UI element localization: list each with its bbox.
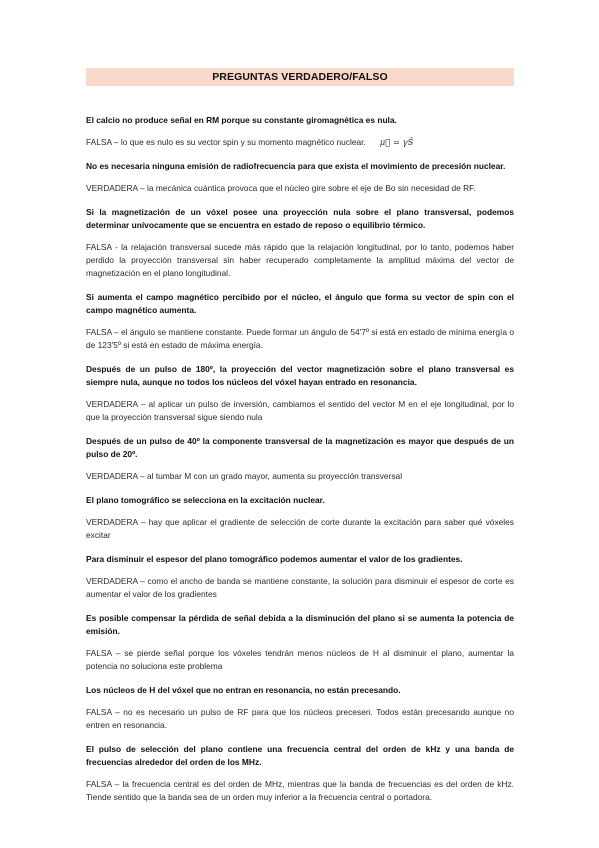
list-item bbox=[86, 435, 514, 483]
list-item bbox=[86, 206, 514, 280]
title-banner bbox=[86, 68, 514, 86]
question-text: Si aumenta el campo magnético percibido por el núcleo, el ángulo que forma su vector de spin con el campo magnético aumenta. bbox=[86, 292, 514, 315]
question-text: Después de un pulso de 180º, la proyección del vector magnetización sobre el plano transversal es siempre nula, aunque no todos los núcleos del vóxel hayan entrado en resonancia. bbox=[86, 364, 514, 387]
list-item bbox=[86, 160, 514, 195]
question-text: Si la magnetización de un vóxel posee una proyección nula sobre el plano transversal, podemos determinar unívocamente que se encuentra en estado de reposo o equilibrio térmico. bbox=[86, 207, 514, 230]
list-item bbox=[86, 553, 514, 601]
document-page bbox=[86, 68, 514, 815]
magnetic-moment-formula: μ⃗ = γŜ bbox=[379, 137, 414, 147]
answer-text: FALSA - la relajación transversal sucede más rápido que la relajación longitudinal, por lo tanto, podemos haber perdido la proyección transversal sin haber recuperado completamente la amplitud máxima del vector de magnetización en el plano longitudinal. bbox=[86, 242, 514, 278]
list-item bbox=[86, 494, 514, 542]
list-item bbox=[86, 684, 514, 732]
question-text: Para disminuir el espesor del plano tomográfico podemos aumentar el valor de los gradientes. bbox=[86, 554, 463, 564]
list-item bbox=[86, 291, 514, 352]
answer-text: VERDADERA – la mecánica cuántica provoca que el núcleo gire sobre el eje de Bo sin necesidad de RF. bbox=[86, 183, 476, 193]
answer-text-content: FALSA – lo que es nulo es su vector spin y su momento magnético nuclear. bbox=[86, 137, 366, 147]
question-text: El calcio no produce señal en RM porque su constante giromagnética es nula. bbox=[86, 115, 397, 125]
question-text: Es posible compensar la pérdida de señal debida a la disminución del plano si se aumenta la potencia de emisión. bbox=[86, 613, 514, 636]
question-text: El plano tomográfico se selecciona en la excitación nuclear. bbox=[86, 495, 325, 505]
list-item bbox=[86, 612, 514, 673]
question-text: Después de un pulso de 40º la componente transversal de la magnetización es mayor que después de un pulso de 20º. bbox=[86, 436, 514, 459]
answer-text: FALSA – la frecuencia central es del orden de MHz, mientras que la banda de frecuencias es del orden de kHz. Tiende sentido que la banda sea de un orden muy inferior a la frecuencia central o portadora. bbox=[86, 779, 514, 802]
question-text: Los núcleos de H del vóxel que no entran en resonancia, no están precesando. bbox=[86, 685, 401, 695]
list-item bbox=[86, 363, 514, 424]
list-item bbox=[86, 743, 514, 804]
answer-text: VERDADERA – como el ancho de banda se mantiene constante, la solución para disminuir el espesor de corte es aumentar el valor de los gradientes bbox=[86, 576, 514, 599]
list-item bbox=[86, 114, 514, 149]
answer-text bbox=[86, 136, 514, 149]
question-text: No es necesaria ninguna emisión de radiofrecuencia para que exista el movimiento de precesión nuclear. bbox=[86, 161, 506, 171]
answer-text: VERDADERA – hay que aplicar el gradiente de selección de corte durante la excitación para saber qué vóxeles excitar bbox=[86, 517, 514, 540]
answer-text: FALSA – no es necesario un pulso de RF para que los núcleos precesen. Todos están precesando aunque no entren en resonancia. bbox=[86, 707, 514, 730]
page-title: PREGUNTAS VERDADERO/FALSO bbox=[212, 71, 388, 83]
answer-text: VERDADERA – al tumbar M con un grado mayor, aumenta su proyección transversal bbox=[86, 471, 403, 481]
answer-text: VERDADERA – al aplicar un pulso de inversión, cambiamos el sentido del vector M en el eje longitudinal, por lo que la proyección transversal sigue siendo nula bbox=[86, 399, 514, 422]
answer-text: FALSA – se pierde señal porque los vóxeles tendrán menos núcleos de H al disminuir el plano, aumentar la potencia no soluciona este problema bbox=[86, 648, 514, 671]
question-text: El pulso de selección del plano contiene una frecuencia central del orden de kHz y una banda de frecuencias alrededor del orden de los MHz. bbox=[86, 744, 514, 767]
answer-text: FALSA – el ángulo se mantiene constante. Puede formar un ángulo de 54'7º si está en estado de mínima energía o de 123'5º si está en estado de máxima energía. bbox=[86, 327, 514, 350]
